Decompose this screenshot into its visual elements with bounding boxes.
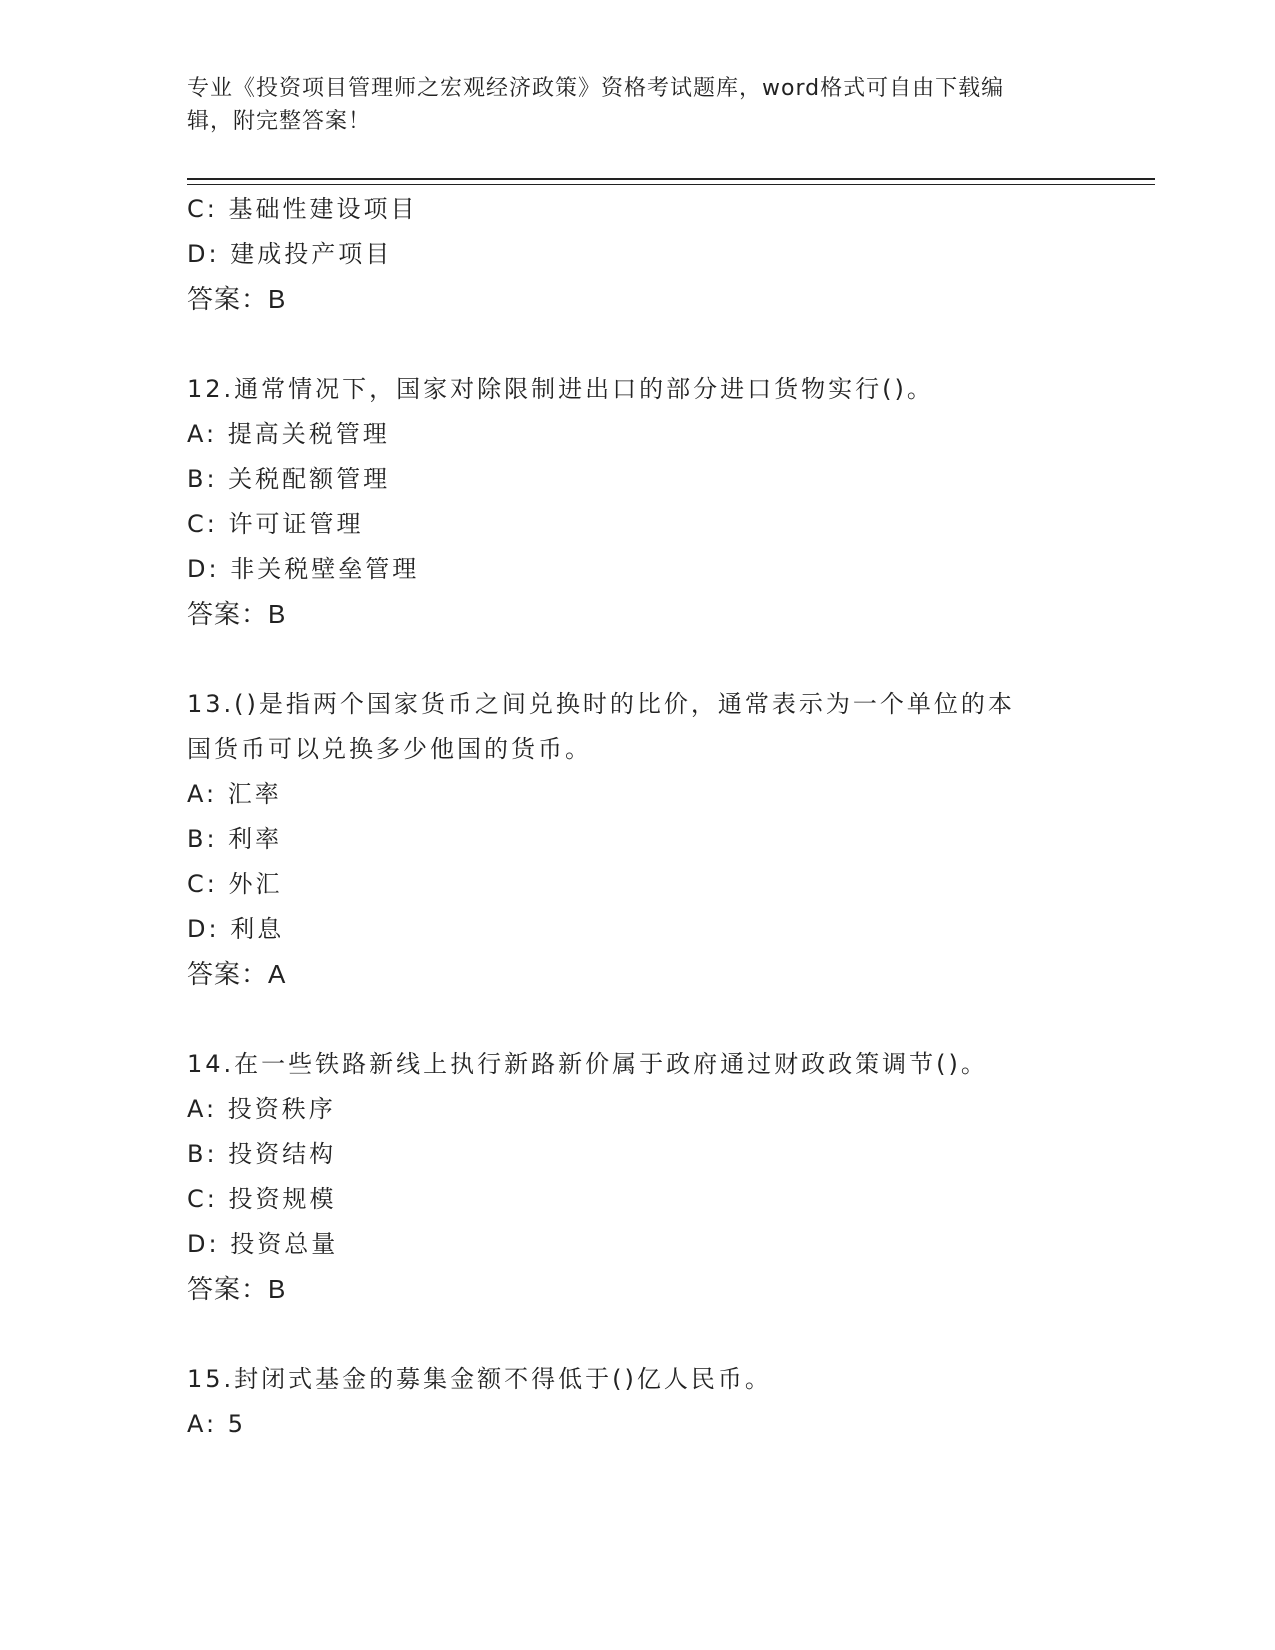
q14-option-d: D: 投资总量 bbox=[187, 1230, 339, 1258]
q14-option-a: A: 投资秩序 bbox=[187, 1095, 336, 1123]
q12-stem: 12.通常情况下，国家对除限制进出口的部分进口货物实行()。 bbox=[187, 375, 934, 403]
q13-option-d: D: 利息 bbox=[187, 915, 285, 943]
q14-stem: 14.在一些铁路新线上执行新路新价属于政府通过财政政策调节()。 bbox=[187, 1050, 988, 1078]
q13-option-b: B: 利率 bbox=[187, 825, 283, 853]
header-divider-thick bbox=[187, 178, 1155, 180]
q12-option-d: D: 非关税壁垒管理 bbox=[187, 555, 420, 583]
q14-option-c: C: 投资规模 bbox=[187, 1185, 337, 1213]
q14-option-b: B: 投资结构 bbox=[187, 1140, 337, 1168]
q14-answer: 答案：B bbox=[187, 1274, 287, 1304]
q13-stem-line-1: 13.()是指两个国家货币之间兑换时的比价，通常表示为一个单位的本 bbox=[187, 690, 1015, 718]
q13-stem-line-2: 国货币可以兑换多少他国的货币。 bbox=[187, 735, 592, 763]
header-line-1: 专业《投资项目管理师之宏观经济政策》资格考试题库，word格式可自由下载编 bbox=[187, 76, 1005, 101]
header-line-2: 辑，附完整答案！ bbox=[187, 109, 372, 134]
document-header bbox=[187, 72, 1087, 138]
q15-option-a: A: 5 bbox=[187, 1410, 246, 1438]
q15-stem: 15.封闭式基金的募集金额不得低于()亿人民币。 bbox=[187, 1365, 772, 1393]
q13-option-c: C: 外汇 bbox=[187, 870, 283, 898]
q12-option-a: A: 提高关税管理 bbox=[187, 420, 390, 448]
prev-option-d: D: 建成投产项目 bbox=[187, 240, 393, 268]
q12-option-b: B: 关税配额管理 bbox=[187, 465, 391, 493]
header-divider-thin bbox=[187, 184, 1155, 185]
prev-answer: 答案：B bbox=[187, 284, 287, 314]
prev-option-c: C: 基础性建设项目 bbox=[187, 195, 418, 223]
q13-answer: 答案：A bbox=[187, 959, 287, 989]
q12-option-c: C: 许可证管理 bbox=[187, 510, 364, 538]
q12-answer: 答案：B bbox=[187, 599, 287, 629]
q13-option-a: A: 汇率 bbox=[187, 780, 282, 808]
